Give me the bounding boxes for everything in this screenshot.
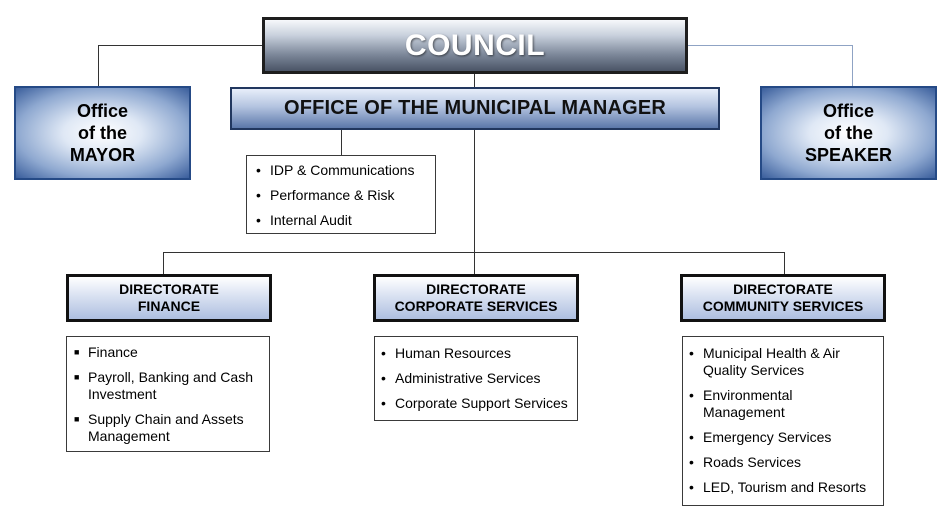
unit-label: Administrative Services <box>395 370 541 386</box>
directorate-finance-box <box>66 274 272 322</box>
unit-label: Human Resources <box>395 345 511 361</box>
unit-label: Finance <box>88 344 138 360</box>
list-item <box>381 395 571 412</box>
mayor-line-1: Office <box>76 101 128 121</box>
speaker-line-2: of the <box>824 123 873 143</box>
mayor-line-3: MAYOR <box>69 145 136 165</box>
list-item <box>689 345 877 379</box>
bullet-icon: • <box>256 212 261 228</box>
finance-units-list <box>66 336 270 452</box>
directorate-community-line-1: DIRECTORATE <box>733 281 833 297</box>
council-box <box>262 17 688 74</box>
speaker-office-box <box>760 86 937 180</box>
list-item <box>689 429 877 446</box>
directorate-finance-line-2: FINANCE <box>137 298 201 314</box>
list-item <box>256 162 429 179</box>
bullet-icon: • <box>689 429 694 445</box>
unit-label: Emergency Services <box>703 429 832 445</box>
bullet-icon: • <box>256 162 261 178</box>
list-item <box>74 369 263 403</box>
bullet-icon: • <box>689 345 694 361</box>
list-item <box>381 345 571 362</box>
bullet-icon: • <box>256 187 261 203</box>
community-units-list <box>682 336 884 506</box>
directorate-community-box <box>680 274 886 322</box>
council-label: COUNCIL <box>404 28 546 62</box>
speaker-line-1: Office <box>822 101 874 121</box>
bullet-icon: • <box>689 454 694 470</box>
bullet-icon: ■ <box>74 347 80 357</box>
list-item <box>74 411 263 445</box>
bullet-icon: ■ <box>74 414 80 424</box>
council-to-speaker-line <box>688 46 853 87</box>
unit-label: IDP & Communications <box>270 162 415 178</box>
list-item <box>689 387 877 421</box>
list-item <box>689 454 877 471</box>
list-item <box>74 344 263 361</box>
directorate-community-line-2: COMMUNITY SERVICES <box>702 298 864 314</box>
unit-label: Payroll, Banking and Cash Investment <box>88 369 253 402</box>
mayor-line-2: of the <box>77 123 127 143</box>
manager-units-list <box>246 155 436 234</box>
list-item <box>381 370 571 387</box>
unit-label: Internal Audit <box>270 212 352 228</box>
unit-label: Corporate Support Services <box>395 395 568 411</box>
directorate-corporate-line-2: CORPORATE SERVICES <box>394 298 558 314</box>
council-to-mayor-line <box>99 46 263 87</box>
list-item <box>256 212 429 229</box>
directorate-finance-line-1: DIRECTORATE <box>119 281 219 297</box>
corporate-units-list <box>374 336 578 421</box>
unit-label: Municipal Health & Air Quality Services <box>703 345 840 378</box>
bullet-icon: • <box>689 387 694 403</box>
list-item <box>256 187 429 204</box>
bullet-icon: ■ <box>74 372 80 382</box>
mayor-office-box <box>14 86 191 180</box>
unit-label: Performance & Risk <box>270 187 395 203</box>
unit-label: Environmental Management <box>703 387 793 420</box>
unit-label: LED, Tourism and Resorts <box>703 479 867 495</box>
unit-label: Supply Chain and Assets Management <box>88 411 244 444</box>
unit-label: Roads Services <box>703 454 802 470</box>
speaker-line-3: SPEAKER <box>804 145 893 165</box>
bullet-icon: • <box>689 479 694 495</box>
bullet-icon: • <box>381 395 386 411</box>
bullet-icon: • <box>381 345 386 361</box>
municipal-manager-label: OFFICE OF THE MUNICIPAL MANAGER <box>283 97 667 119</box>
municipal-manager-box <box>230 87 720 130</box>
directorate-corporate-box <box>373 274 579 322</box>
bullet-icon: • <box>381 370 386 386</box>
list-item <box>689 479 877 496</box>
directorate-corporate-line-1: DIRECTORATE <box>426 281 526 297</box>
